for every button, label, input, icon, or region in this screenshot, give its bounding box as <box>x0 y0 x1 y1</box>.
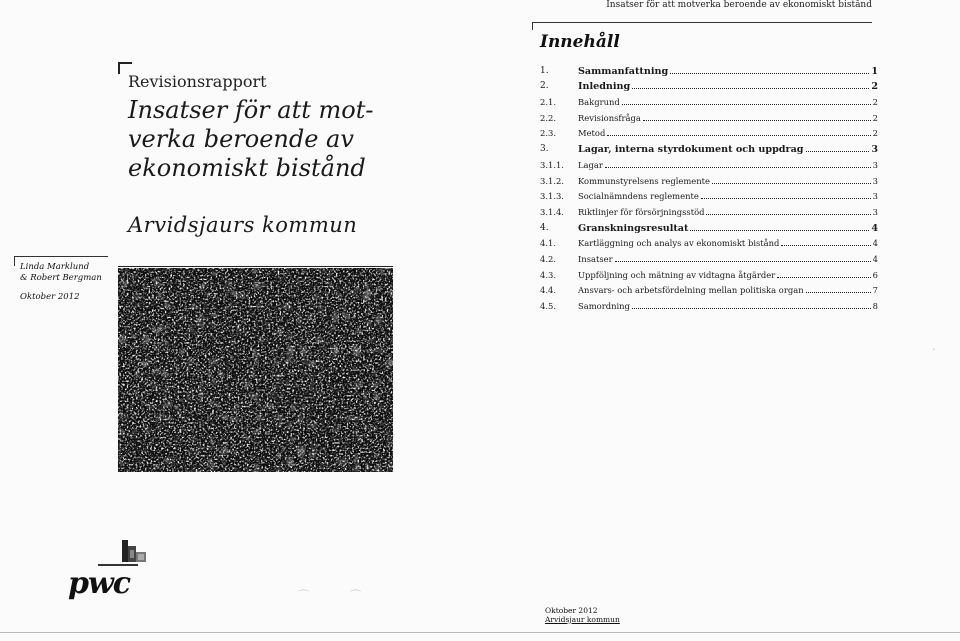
report-date: Oktober 2012 <box>20 292 80 302</box>
toc-entry[interactable] <box>540 218 878 234</box>
toc-entry-page: 4 <box>872 238 878 249</box>
toc-entry-number: 4.4. <box>540 285 556 296</box>
toc-entry-label: Socialnämndens reglemente <box>578 191 699 202</box>
toc-entry-page: 4 <box>871 222 878 234</box>
toc-entry-label: Granskningsresultat <box>578 222 689 234</box>
toc-entry-label: Inledning <box>578 81 631 93</box>
cover-photo-texture <box>118 268 393 472</box>
header-rule <box>532 22 872 23</box>
toc-entry[interactable] <box>540 296 878 312</box>
toc-entry-page: 2 <box>872 112 878 123</box>
toc-entry-page: 3 <box>872 191 878 202</box>
toc-entry-label: Kommunstyrelsens reglemente <box>578 175 710 186</box>
toc-leader-dots <box>781 245 870 246</box>
author-corner-mark <box>14 256 15 266</box>
toc-leader-dots <box>643 120 871 121</box>
toc-entry-page: 3 <box>871 144 878 156</box>
toc-entry-number: 3. <box>540 144 549 155</box>
toc-entry[interactable] <box>540 108 878 124</box>
toc-entry[interactable] <box>540 281 878 297</box>
toc-entry[interactable] <box>540 92 878 108</box>
toc-entry-page: 4 <box>872 253 878 264</box>
pwc-logo: pwc <box>68 566 131 601</box>
table-of-contents <box>540 61 878 312</box>
footer-date: Oktober 2012 <box>545 606 598 615</box>
toc-leader-dots <box>777 277 870 278</box>
report-type: Revisionsrapport <box>128 72 267 91</box>
toc-leader-dots <box>706 214 870 215</box>
toc-entry-page: 7 <box>872 285 878 296</box>
scan-speck: ⌒ <box>298 589 309 602</box>
toc-entry-number: 1. <box>540 65 549 76</box>
toc-entry-number: 2.1. <box>540 97 556 108</box>
report-title-line: verka beroende av <box>128 125 354 153</box>
toc-leader-dots <box>806 151 870 152</box>
corner-mark <box>118 62 132 64</box>
toc-entry[interactable] <box>540 155 878 171</box>
toc-leader-dots <box>701 198 871 199</box>
toc-entry-page: 2 <box>872 97 878 108</box>
header-tick <box>532 22 533 30</box>
toc-entry[interactable] <box>540 77 878 93</box>
toc-leader-dots <box>622 104 871 105</box>
toc-entry-label: Revisionsfråga <box>578 112 641 123</box>
toc-entry-page: 3 <box>872 175 878 186</box>
toc-entry[interactable] <box>540 202 878 218</box>
toc-entry-number: 2. <box>540 81 549 92</box>
author-corner-mark <box>14 256 108 257</box>
toc-entry-label: Uppföljning och mätning av vidtagna åtgärder <box>578 269 776 280</box>
toc-entry-number: 4.1. <box>540 238 556 249</box>
footer-rule <box>0 632 960 633</box>
toc-entry-page: 8 <box>872 301 878 311</box>
toc-entry[interactable] <box>540 171 878 187</box>
toc-leader-dots <box>632 88 869 89</box>
toc-entry-label: Ansvars- och arbetsfördelning mellan politiska organ <box>578 285 804 296</box>
toc-entry-label: Bakgrund <box>578 97 620 108</box>
toc-entry[interactable] <box>540 187 878 203</box>
toc-entry-number: 2.3. <box>540 128 556 139</box>
toc-leader-dots <box>712 183 871 184</box>
cover-photo <box>118 268 393 472</box>
toc-entry[interactable] <box>540 265 878 281</box>
municipality-name: Arvidsjaurs kommun <box>128 213 358 237</box>
toc-entry[interactable] <box>540 124 878 140</box>
photo-top-rule <box>118 266 393 267</box>
toc-entry-label: Samordning <box>578 301 630 311</box>
toc-entry-number: 4. <box>540 222 549 233</box>
toc-entry-label: Insatser <box>578 253 613 264</box>
toc-entry-page: 1 <box>871 65 878 77</box>
toc-entry-label: Lagar <box>578 159 603 170</box>
toc-entry-number: 2.2. <box>540 112 556 123</box>
authors <box>20 262 102 284</box>
toc-leader-dots <box>632 308 871 309</box>
toc-entry[interactable] <box>540 61 878 77</box>
toc-entry-page: 2 <box>871 81 878 93</box>
toc-entry-number: 4.2. <box>540 253 556 264</box>
toc-entry[interactable] <box>540 249 878 265</box>
toc-entry-label: Sammanfattning <box>578 65 669 77</box>
toc-entry-number: 4.5. <box>540 301 556 311</box>
scan-speck: ⌒ <box>350 589 361 602</box>
toc-leader-dots <box>607 135 870 136</box>
toc-entry-page: 2 <box>872 128 878 139</box>
scan-speck: · <box>932 343 936 356</box>
toc-entry-label: Metod <box>578 128 606 139</box>
toc-entry-page: 6 <box>872 269 878 280</box>
toc-heading: Innehåll <box>540 32 620 52</box>
toc-entry[interactable] <box>540 139 878 155</box>
toc-entry-label: Kartläggning och analys av ekonomiskt bistånd <box>578 238 780 249</box>
toc-leader-dots <box>615 261 871 262</box>
toc-entry-number: 3.1.2. <box>540 175 564 186</box>
toc-entry-number: 3.1.4. <box>540 206 564 217</box>
toc-entry-number: 4.3. <box>540 269 556 280</box>
toc-leader-dots <box>690 230 869 231</box>
toc-leader-dots <box>806 292 871 293</box>
author-name: & Robert Bergman <box>20 273 102 283</box>
page-header: Insatser för att motverka beroende av ekonomiskt bistånd <box>606 0 872 10</box>
toc-entry-label: Lagar, interna styrdokument och uppdrag <box>578 144 804 156</box>
toc-leader-dots <box>670 73 869 74</box>
footer-municipality: Arvidsjaur kommun <box>545 615 620 624</box>
report-title <box>128 96 388 183</box>
author-name: Linda Marklund <box>20 262 90 272</box>
toc-entry-label: Riktlinjer för försörjningsstöd <box>578 206 705 217</box>
report-title-line: ekonomiskt bistånd <box>128 154 366 182</box>
toc-entry-page: 3 <box>872 159 878 170</box>
toc-entry-number: 3.1.3. <box>540 191 564 202</box>
report-title-line: Insatser för att mot- <box>128 96 374 124</box>
toc-leader-dots <box>605 167 871 168</box>
toc-entry-page: 3 <box>872 206 878 217</box>
toc-entry-number: 3.1.1. <box>540 159 564 170</box>
toc-entry[interactable] <box>540 234 878 250</box>
